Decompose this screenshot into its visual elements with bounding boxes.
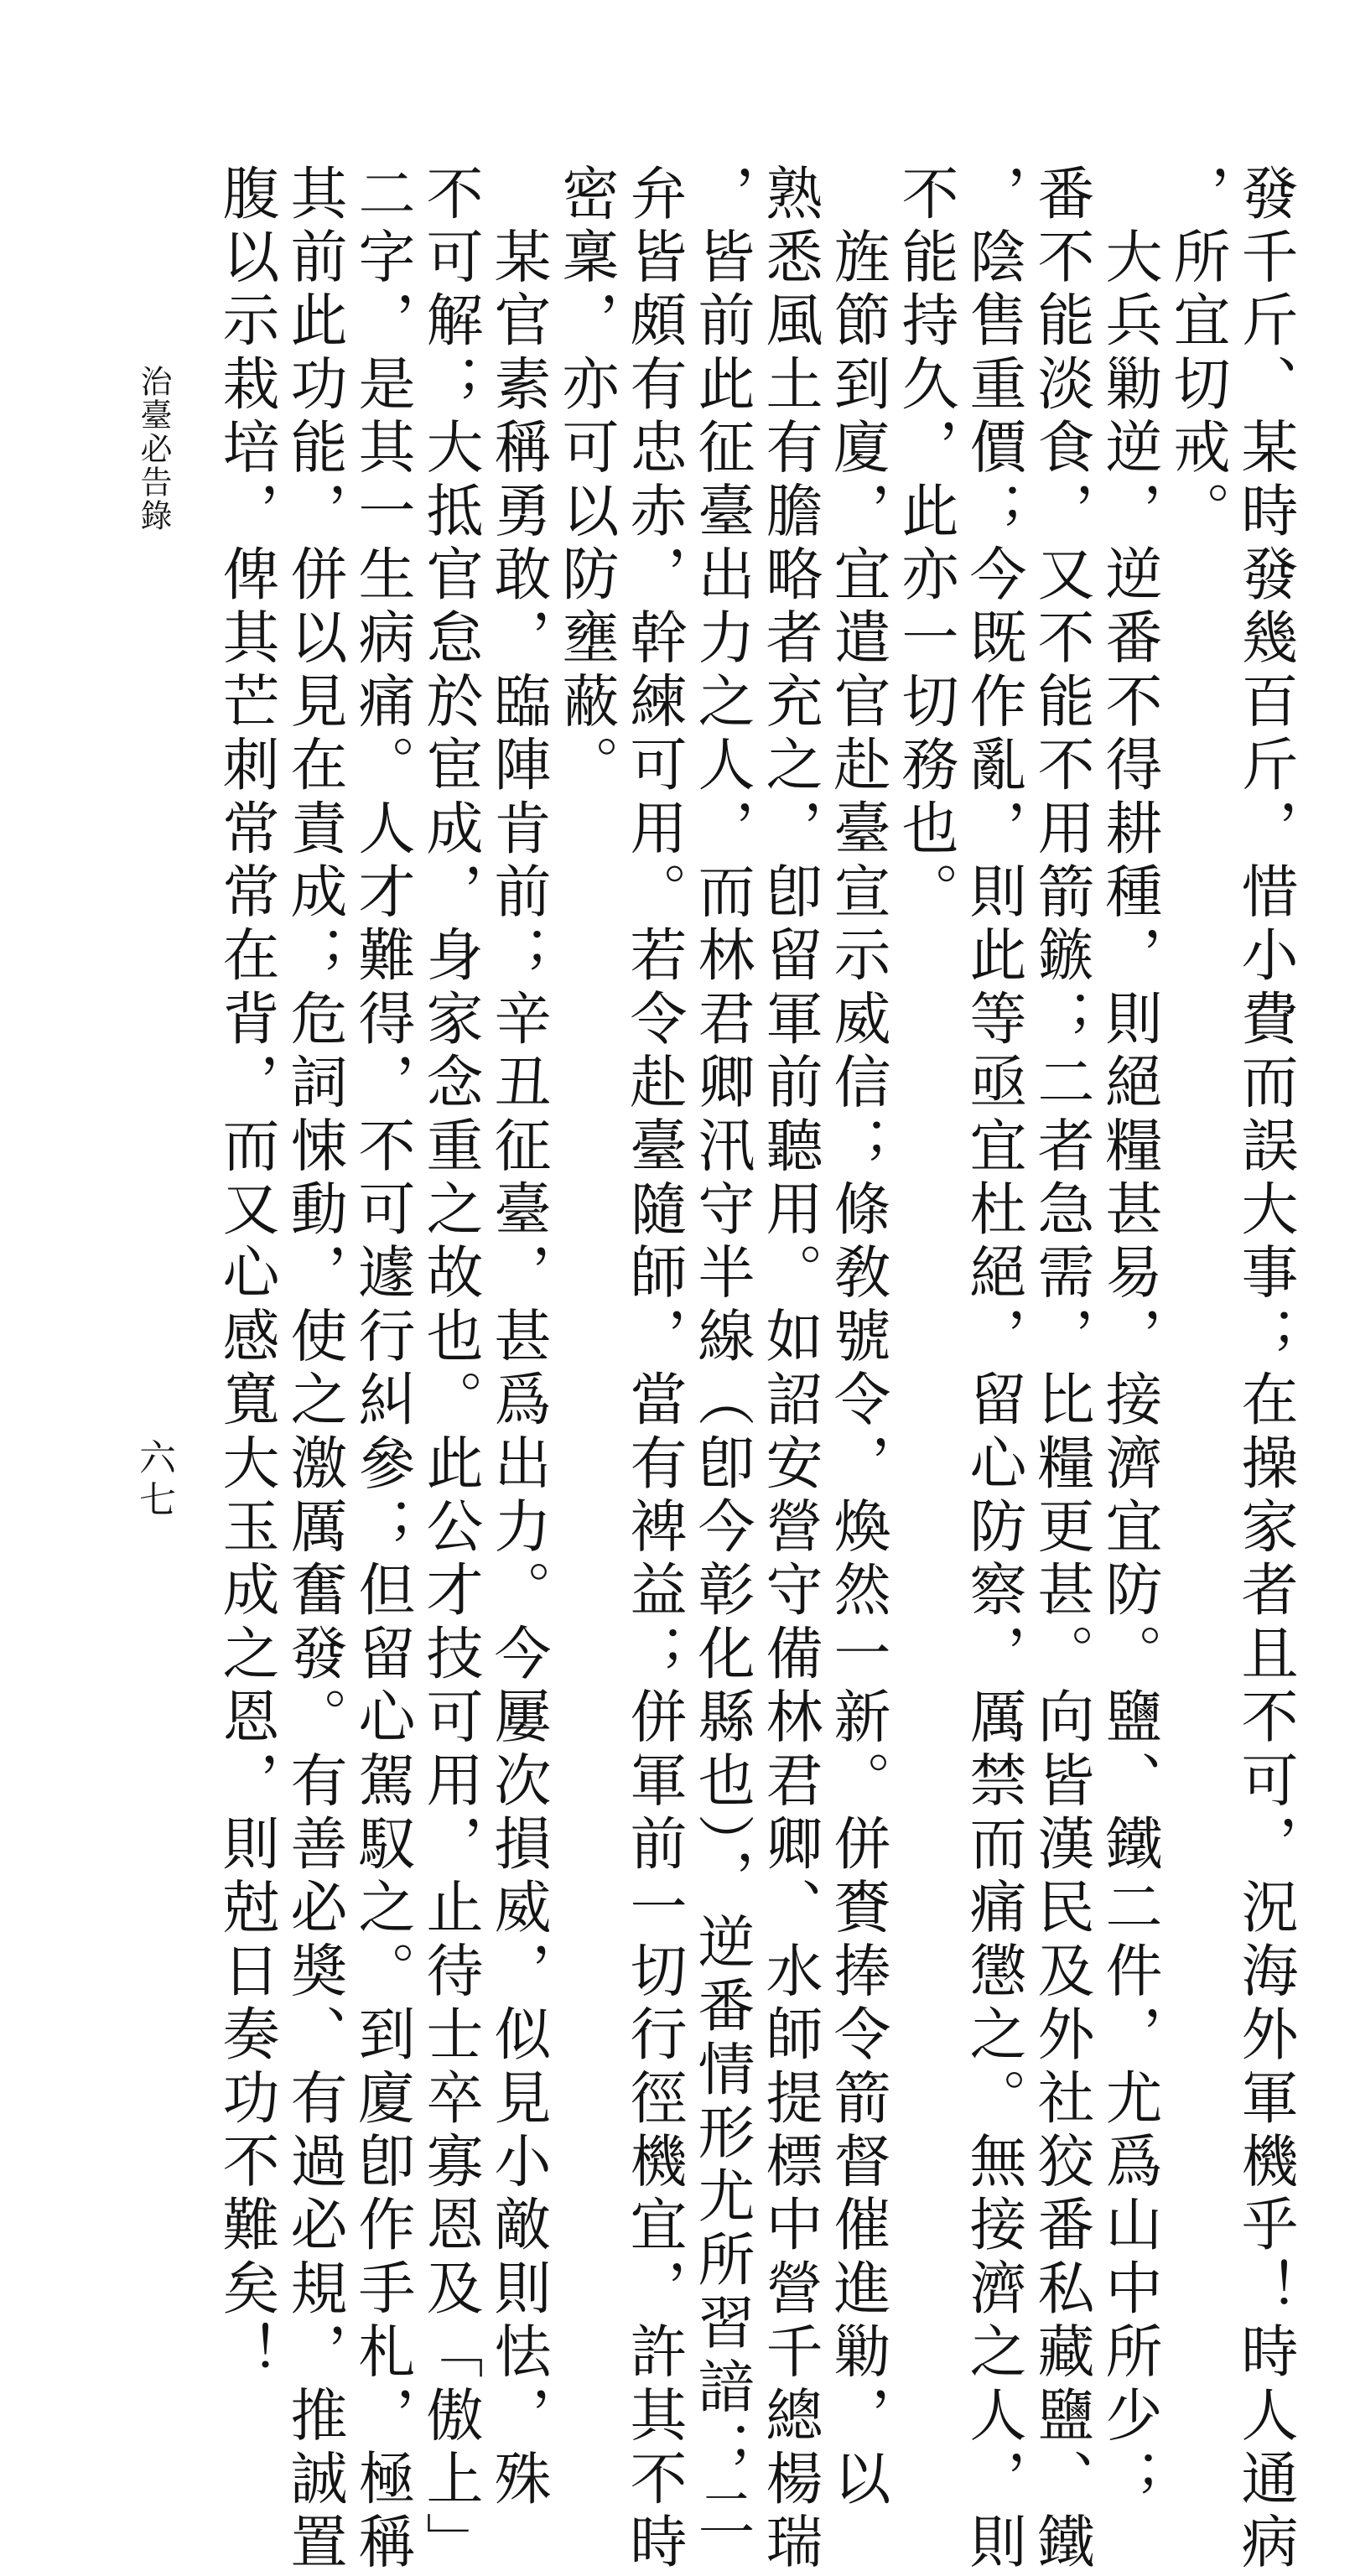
text-column: 其前此功能，併以見在責成；危詞悚動，使之激厲奮發。有善必奬、有過必規，推誠置 xyxy=(281,164,347,2576)
text-column: 腹以示栽培，俾其芒刺常常在背，而又心感寬大玉成之恩，則尅日奏功不難矣！ xyxy=(213,164,279,2386)
text-column: 大兵勦逆，逆番不得耕種，則絕糧甚易，接濟宜防。鹽、鐵二件，尤爲山中所少； xyxy=(1096,164,1162,2512)
text-column: 某官素稱勇敢，臨陣肯前；辛丑征臺，甚爲出力。今屢次損威，似見小敵則怯，殊 xyxy=(485,164,551,2512)
text-column: ，所宜切戒。 xyxy=(1164,164,1230,545)
text-column: 不能持久，此亦一切務也。 xyxy=(892,164,958,926)
text-column: 弁皆頗有忠赤，幹練可用。若令赴臺隨師，當有裨益；併軍前一切行徑機宜，許其不時 xyxy=(620,164,687,2576)
text-column: ，陰售重價；今既作亂，則此等亟宜杜絕，留心防察，厲禁而痛懲之。無接濟之人，則 xyxy=(960,164,1026,2576)
text-column: 發千斤、某時發幾百斤，惜小費而誤大事；在操家者且不可，況海外軍機乎！時人通病 xyxy=(1232,164,1298,2576)
book-title: 治臺必告錄 xyxy=(135,365,172,532)
body-text xyxy=(211,164,1298,2576)
text-column: 不可解；大抵官怠於宦成，身家念重之故也。此公才技可用，止待士卒寡恩及「傲上」 xyxy=(417,164,483,2576)
text-column: 熟悉風土有膽略者充之，卽留軍前聽用。如詔安營守備林君卿、水師提標中營千總楊瑞 xyxy=(756,164,823,2576)
text-column: 二字，是其一生病痛。人才難得，不可遽行糾參；但留心駕馭之。到廈卽作手札，極稱 xyxy=(349,164,415,2576)
text-column: ，皆前此征臺出力之人，而林君卿汛守半線（卽今彰化縣也），逆番情形尤所習諳；二 xyxy=(688,164,755,2547)
text-column: 番不能淡食，又不能不用箭鏃；二者急需，比糧更甚。向皆漢民及外社狡番私藏鹽、鐵 xyxy=(1028,164,1094,2576)
text-column: 旌節到廈，宜遣官赴臺宣示威信；條敎號令，煥然一新。併賚捧令箭督催進勦，以 xyxy=(824,164,890,2512)
page-number: 六七 xyxy=(132,1438,175,1522)
text-column: 密稟，亦可以防壅蔽。 xyxy=(553,164,619,798)
